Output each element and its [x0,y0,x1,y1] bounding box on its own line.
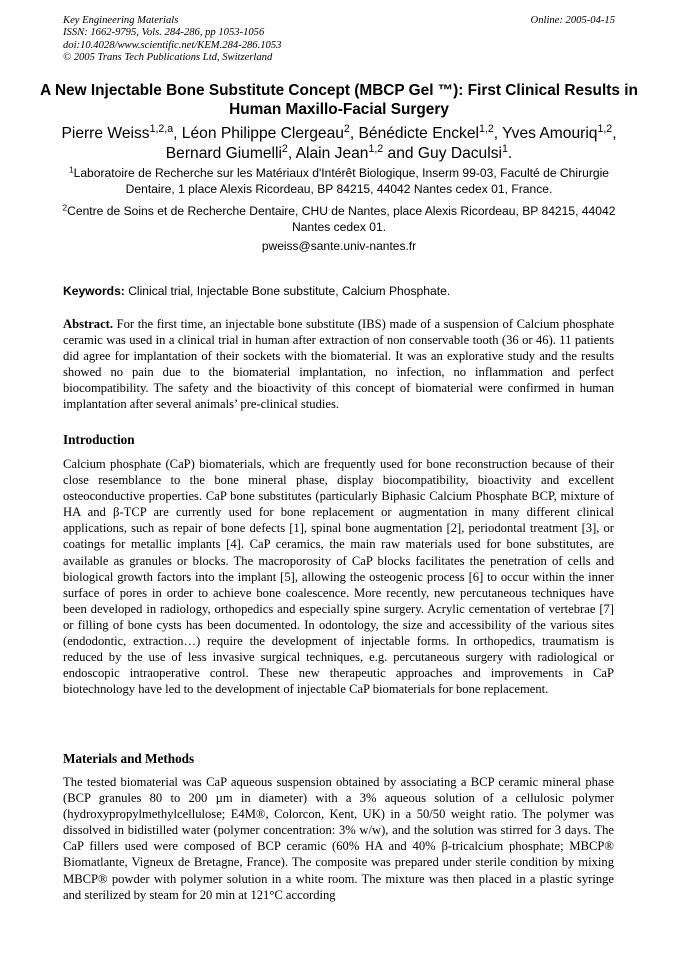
keywords [63,284,623,299]
author: Alain Jean$^{1,2}$ and [295,142,418,162]
paper-title: A New Injectable Bone Substitute Concept (MBCP Gel ™): First Clinical Results in Human Maxillo-Facial Surgery [40,82,638,118]
journal-issn: ISSN: 1662-9795, Vols. 284-286, pp 1053-1056 [63,27,265,39]
journal-doi: doi:10.4028/www.scientific.net/KEM.284-286.1053 [63,39,282,51]
abstract [63,316,614,413]
abstract-text: For the first time, an injectable bone substitute (IBS) made of a suspension of Calcium phosphate ceramic was used in a clinical trial in human after extraction of non conservable tooth (36 or 46). 11 patients did agree for implantation of their sockets with the biomaterial. It was an explorative study and the results showed no pain due to the biomaterial implantation, no infection, no inflammation and perfect biocompatibility. The safety and the bioactivity of this concept of biomaterial were confirmed in human implantation after several animals’ pre-clinical studies. [63,317,614,412]
introduction-text: Calcium phosphate (CaP) biomaterials, which are frequently used for bone reconstruction because of their close resemblance to the bone mineral phase, display biocompatibility, bioactivity and excellent osteoconductive properties. CaP bone substitutes (particularly Biphasic Calcium Phosphate BCP, mixture of HA and β-TCP are currently used for bone replacement or augmentation in many different clinical applications, such as repair of bone defects [1], spinal bone augmentation [2], periodontal treatment [3], or coatings for metallic implants [4]. CaP ceramics, the main raw materials used for bone substitutes, are available as granules or blocks. The macroporosity of CaP blocks facilitates the penetration of cells and biological growth factors into the implant [5], allowing the osteogenic process [6] to occur within the inner surface of pores in order to achieve bone coalescence. More recently, new percutaneous techniques have been developed in radiology, orthopedics and especially spine surgery. Acrylic cementation of vertebrae [7] or filling of bone cysts has been documented. In odontology, the size and accessibility of the various sites (endodontic, extraction…) require the development of injectable forms. In orthopedics, traumatism is reduced by the use of less invasive surgical techniques, e.g. percutaneous surgery with radiological or endoscopic intraoperative control. These new therapeutic approaches and improvements in CaP biotechnology have led to the development of injectable CaP biomaterials for bone replacement. [63,457,614,697]
author: Guy Daculsi$^1$. [417,142,513,162]
section-heading-materials-methods: Materials and Methods [63,751,195,766]
keywords-label: Keywords: [63,284,125,298]
affiliation-2: $^2$Centre de Soins et de Recherche Dentaire, CHU de Nantes, place Alexis Ricordeau, BP 84215, 44042 Nantes cedex 01. [62,203,616,234]
corresponding-email[interactable]: pweiss@sante.univ-nantes.fr [261,239,417,253]
journal-header [63,15,615,65]
author-list [40,124,638,163]
author: Bénédicte Enckel$^{1,2}$, [358,123,503,142]
journal-copyright: © 2005 Trans Tech Publications Ltd, Switzerland [63,52,273,64]
section-heading-introduction: Introduction [63,432,135,447]
abstract-label: Abstract. [63,317,114,331]
keywords-text: Clinical trial, Injectable Bone substitute, Calcium Phosphate. [124,284,451,298]
author: Bernard Giumelli$^2$, [165,142,296,162]
author: Pierre Weiss$^{1,2,a}$, [61,123,182,142]
online-date: Online: 2005-04-15 [530,15,615,26]
materials-methods-text: The tested biomaterial was CaP aqueous suspension obtained by associating a BCP ceramic mineral phase (BCP granules 80 to 200 µm in diameter) with a 3% aqueous solution of a cellulosic polymer (hydroxypropylmethylcellulose; E4M®, Colorcon, Kent, UK) in a 50/50 weight ratio. The polymer was dissolved in bidistilled water (polymer concentration: 3% w/w), and the solution was stirred for 3 days. The CaP fillers used were composed of BCP ceramic (60% HA and 40% β-tricalcium phosphate; MBCP® Biomatlante, Vigneux de Bretagne, France). The composite was prepared under sterile condition by mixing MBCP® powder with polymer solution in a white room. The mixture was then placed in a plastic syringe and sterilized by steam for 20 min at 121°C according [63,775,614,902]
author: Yves Amouriq$^{1,2}$, [502,123,617,142]
affiliation-1: $^1$Laboratoire de Recherche sur les Matériaux d'Intérêt Biologique, Inserm 99-03, Faculté de Chirurgie Dentaire, 1 place Alexis Ricordeau, BP 84215, 44042 Nantes cedex 01, France. [69,165,609,196]
author: Léon Philippe Clergeau$^2$, [181,123,359,142]
journal-name: Key Engineering Materials [63,15,179,26]
